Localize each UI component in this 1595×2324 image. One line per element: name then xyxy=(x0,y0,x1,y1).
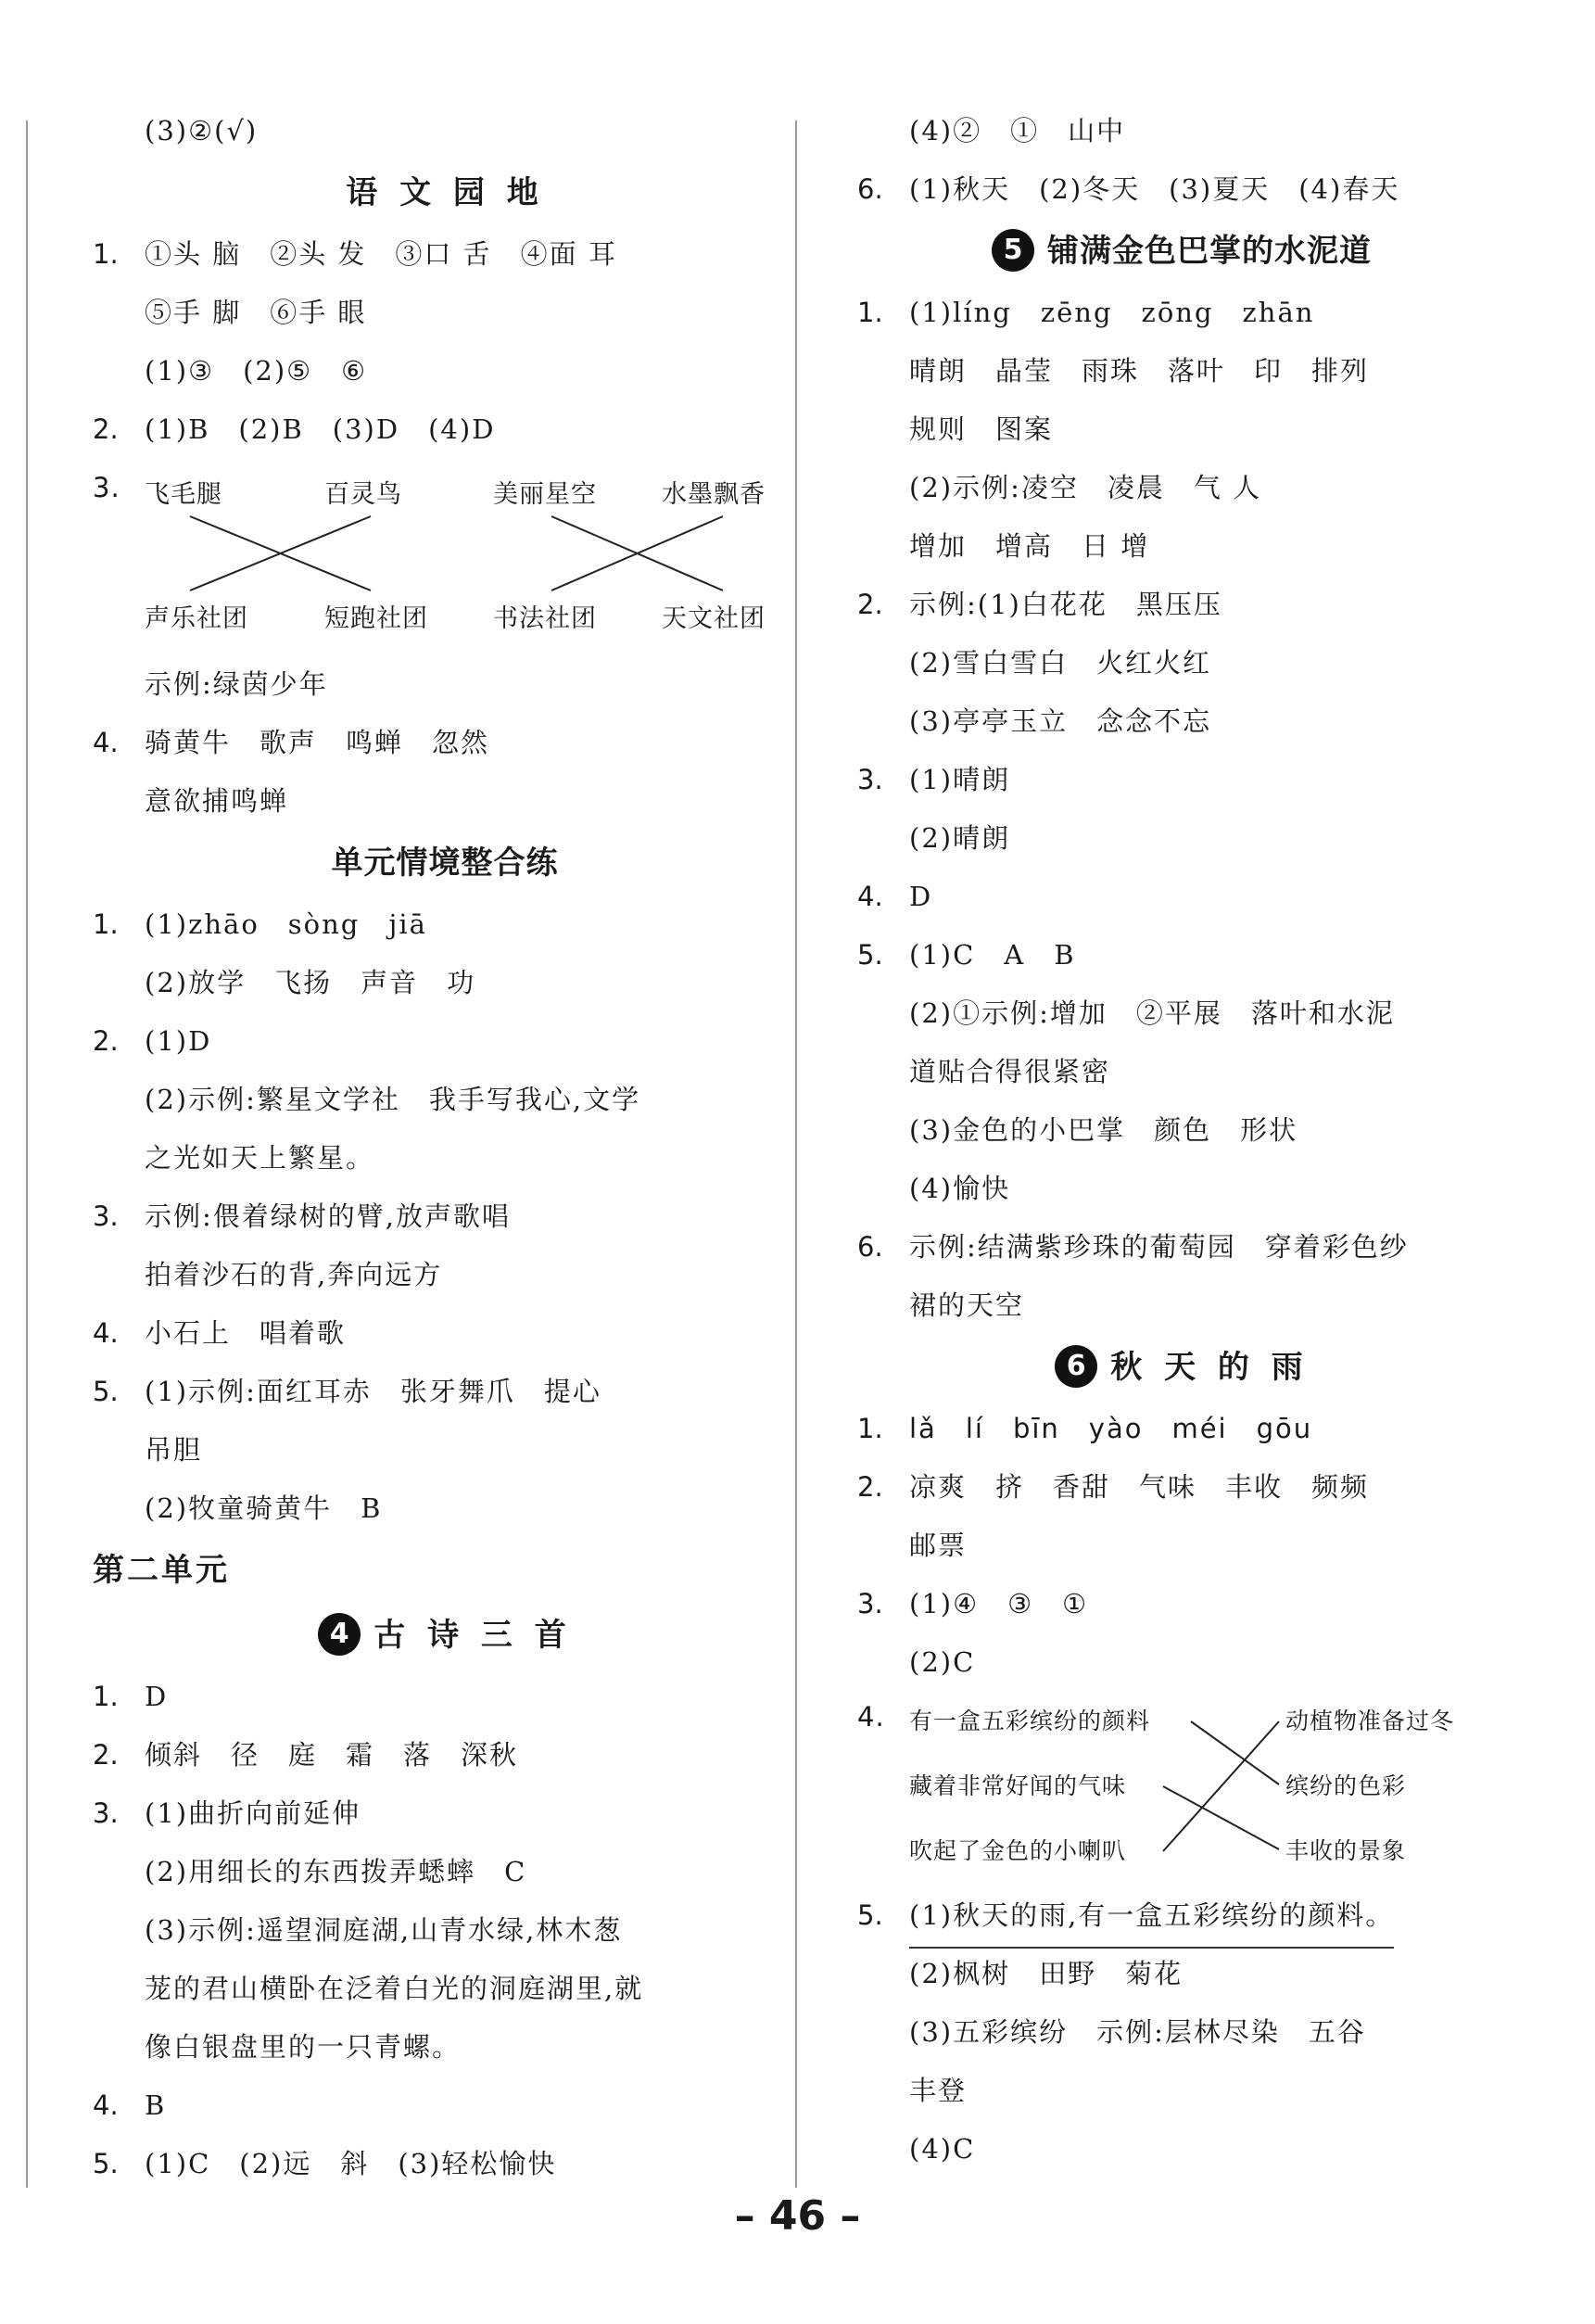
answer-line: (2)示例:繁星文学社 我手写我心,文学 xyxy=(145,1084,641,1115)
answer-line: (3)五彩缤纷 示例:层林尽染 五谷 xyxy=(909,2016,1366,2048)
answer-line: 拍着沙石的背,奔向远方 xyxy=(145,1259,443,1290)
answer-line: 之光如天上繁星。 xyxy=(145,1142,375,1174)
answer-line: 裙的天空 xyxy=(909,1289,1025,1321)
lesson-heading-4: 4 古 诗 三 首 xyxy=(93,1603,797,1668)
answer-line: (4)② ① 山中 xyxy=(909,115,1126,146)
match-top-item: 美丽星空 xyxy=(493,480,597,509)
match-bottom-item: 书法社团 xyxy=(493,604,597,633)
question-1: 1. ①头 脑 ②头 发 ③口 舌 ④面 耳 xyxy=(93,238,617,270)
question-5: 5. (1)示例:面红耳赤 张牙舞爪 提心 xyxy=(93,1376,601,1407)
question-4: 4. B xyxy=(93,2089,167,2121)
question-5: 5. (1)C (2)远 斜 (3)轻松愉快 xyxy=(93,2148,557,2179)
match-top-item: 百灵鸟 xyxy=(324,480,402,509)
question-1: 1. (1)líng zēng zōng zhān xyxy=(857,297,1315,328)
question-4: 4. 骑黄牛 歌声 鸣蝉 忽然 xyxy=(93,727,490,758)
match-line xyxy=(1163,1786,1279,1849)
question-3: 3. (1)④ ③ ① xyxy=(857,1588,1089,1619)
match-right-item: 丰收的景象 xyxy=(1285,1837,1407,1864)
answer-line: 晴朗 晶莹 雨珠 落叶 印 排列 xyxy=(909,355,1370,387)
answer-line: (2)雪白雪白 火红火红 xyxy=(909,647,1212,679)
lesson-number-badge: 5 xyxy=(992,229,1034,272)
question-2: 2. 凉爽 挤 香甜 气味 丰收 频频 xyxy=(857,1471,1370,1503)
match-bottom-item: 声乐社团 xyxy=(145,604,248,633)
matching-exercise-clubs xyxy=(93,459,797,655)
answer-line: (2)晴朗 xyxy=(909,822,1011,854)
match-connector-lines xyxy=(93,459,797,655)
answer-line: (4)愉快 xyxy=(909,1173,1011,1204)
answer-line: (2)用细长的东西拨弄蟋蟀 C xyxy=(145,1856,527,1887)
answer-line: ⑤手 脚 ⑥手 眼 xyxy=(145,297,367,328)
section-heading-yuwen: 语 文 园 地 xyxy=(346,174,544,211)
question-1: 1. D xyxy=(93,1681,169,1712)
match-bottom-item: 短跑社团 xyxy=(324,604,428,633)
match-line xyxy=(1191,1721,1279,1784)
question-4-number: 4. xyxy=(857,1701,885,1733)
answer-line: (2)示例:凌空 凌晨 气 人 xyxy=(909,472,1262,503)
unit-title: 第二单元 xyxy=(93,1552,230,1589)
answer-line: (3)亭亭玉立 念念不忘 xyxy=(909,705,1212,737)
answer-line: 示例:绿茵少年 xyxy=(145,668,328,700)
page-number: – 46 – xyxy=(734,2192,861,2240)
answer-line: 像白银盘里的一只青螺。 xyxy=(145,2031,462,2063)
match-line xyxy=(1163,1721,1279,1851)
match-top-item: 飞毛腿 xyxy=(145,480,222,509)
answer-line: (2)放学 飞扬 声音 功 xyxy=(145,967,476,998)
matching-exercise-autumn xyxy=(857,1692,1506,1886)
match-bottom-item: 天文社团 xyxy=(662,604,766,633)
match-left-item: 吹起了金色的小喇叭 xyxy=(909,1837,1127,1864)
lesson-number-badge: 4 xyxy=(318,1613,361,1656)
answer-line: (4)C xyxy=(909,2133,976,2165)
question-3: 3. 示例:偎着绿树的臂,放声歌唱 xyxy=(93,1200,511,1232)
match-right-item: 缤纷的色彩 xyxy=(1285,1772,1407,1799)
answer-line: (2)①示例:增加 ②平展 落叶和水泥 xyxy=(909,997,1395,1029)
match-right-item: 动植物准备过冬 xyxy=(1285,1708,1455,1734)
match-connector-lines xyxy=(857,1692,1506,1886)
section-heading-integration: 单元情境整合练 xyxy=(331,845,559,882)
left-column xyxy=(93,102,797,2193)
answer-line: (2)枫树 田野 菊花 xyxy=(909,1958,1184,1989)
answer-line: 丰登 xyxy=(909,2075,968,2106)
question-1: 1. (1)zhāo sòng jiā xyxy=(93,908,427,940)
question-2: 2. 示例:(1)白花花 黑压压 xyxy=(857,589,1222,620)
answer-line: (1)③ (2)⑤ ⑥ xyxy=(145,355,368,387)
question-3: 3. (1)晴朗 xyxy=(857,764,1011,795)
answer-line: 增加 增高 日 增 xyxy=(909,530,1150,562)
question-6: 6. (1)秋天 (2)冬天 (3)夏天 (4)春天 xyxy=(857,173,1400,205)
question-2: 2. (1)D xyxy=(93,1025,212,1057)
question-1: 1. lǎ lí bīn yào méi gōu xyxy=(857,1413,1313,1444)
answer-line: (3)金色的小巴掌 颜色 形状 xyxy=(909,1114,1298,1146)
question-4: 4. 小石上 唱着歌 xyxy=(93,1317,347,1349)
answer-line: (2)C xyxy=(909,1646,976,1678)
question-5: 5. (1)秋天的雨,有一盒五彩缤纷的颜料。 xyxy=(857,1886,1506,1945)
question-2: 2. 倾斜 径 庭 霜 落 深秋 xyxy=(93,1739,519,1771)
answer-line: 道贴合得很紧密 xyxy=(909,1056,1111,1087)
answer-line: (3)示例:遥望洞庭湖,山青水绿,林木葱 xyxy=(145,1914,623,1946)
match-top-item: 水墨飘香 xyxy=(662,480,766,509)
question-2: 2. (1)B (2)B (3)D (4)D xyxy=(93,413,496,445)
answer-line: (3)②(√) xyxy=(145,115,259,146)
question-3: 3. (1)曲折向前延伸 xyxy=(93,1797,361,1829)
answer-line: 规则 图案 xyxy=(909,413,1054,445)
lesson-heading-6: 6 秋 天 的 雨 xyxy=(857,1335,1506,1400)
question-3-number: 3. xyxy=(93,472,120,503)
answer-line: 茏的君山横卧在泛着白光的洞庭湖里,就 xyxy=(145,1973,644,2004)
match-left-item: 藏着非常好闻的气味 xyxy=(909,1772,1127,1799)
question-6: 6. 示例:结满紫珍珠的葡萄园 穿着彩色纱 xyxy=(857,1231,1409,1263)
answer-line: (2)牧童骑黄牛 B xyxy=(145,1492,383,1524)
lesson-number-badge: 6 xyxy=(1055,1345,1097,1388)
right-column xyxy=(857,102,1506,2178)
match-left-item: 有一盒五彩缤纷的颜料 xyxy=(909,1708,1151,1734)
answer-line: 吊胆 xyxy=(145,1434,203,1466)
question-5: 5. (1)C A B xyxy=(857,939,1076,971)
answer-line: 邮票 xyxy=(909,1530,968,1561)
question-4: 4. D xyxy=(857,881,933,912)
answer-line: 意欲捕鸣蝉 xyxy=(145,785,289,817)
left-margin-rule xyxy=(26,121,28,2188)
lesson-heading-5: 5 铺满金色巴掌的水泥道 xyxy=(857,219,1506,284)
